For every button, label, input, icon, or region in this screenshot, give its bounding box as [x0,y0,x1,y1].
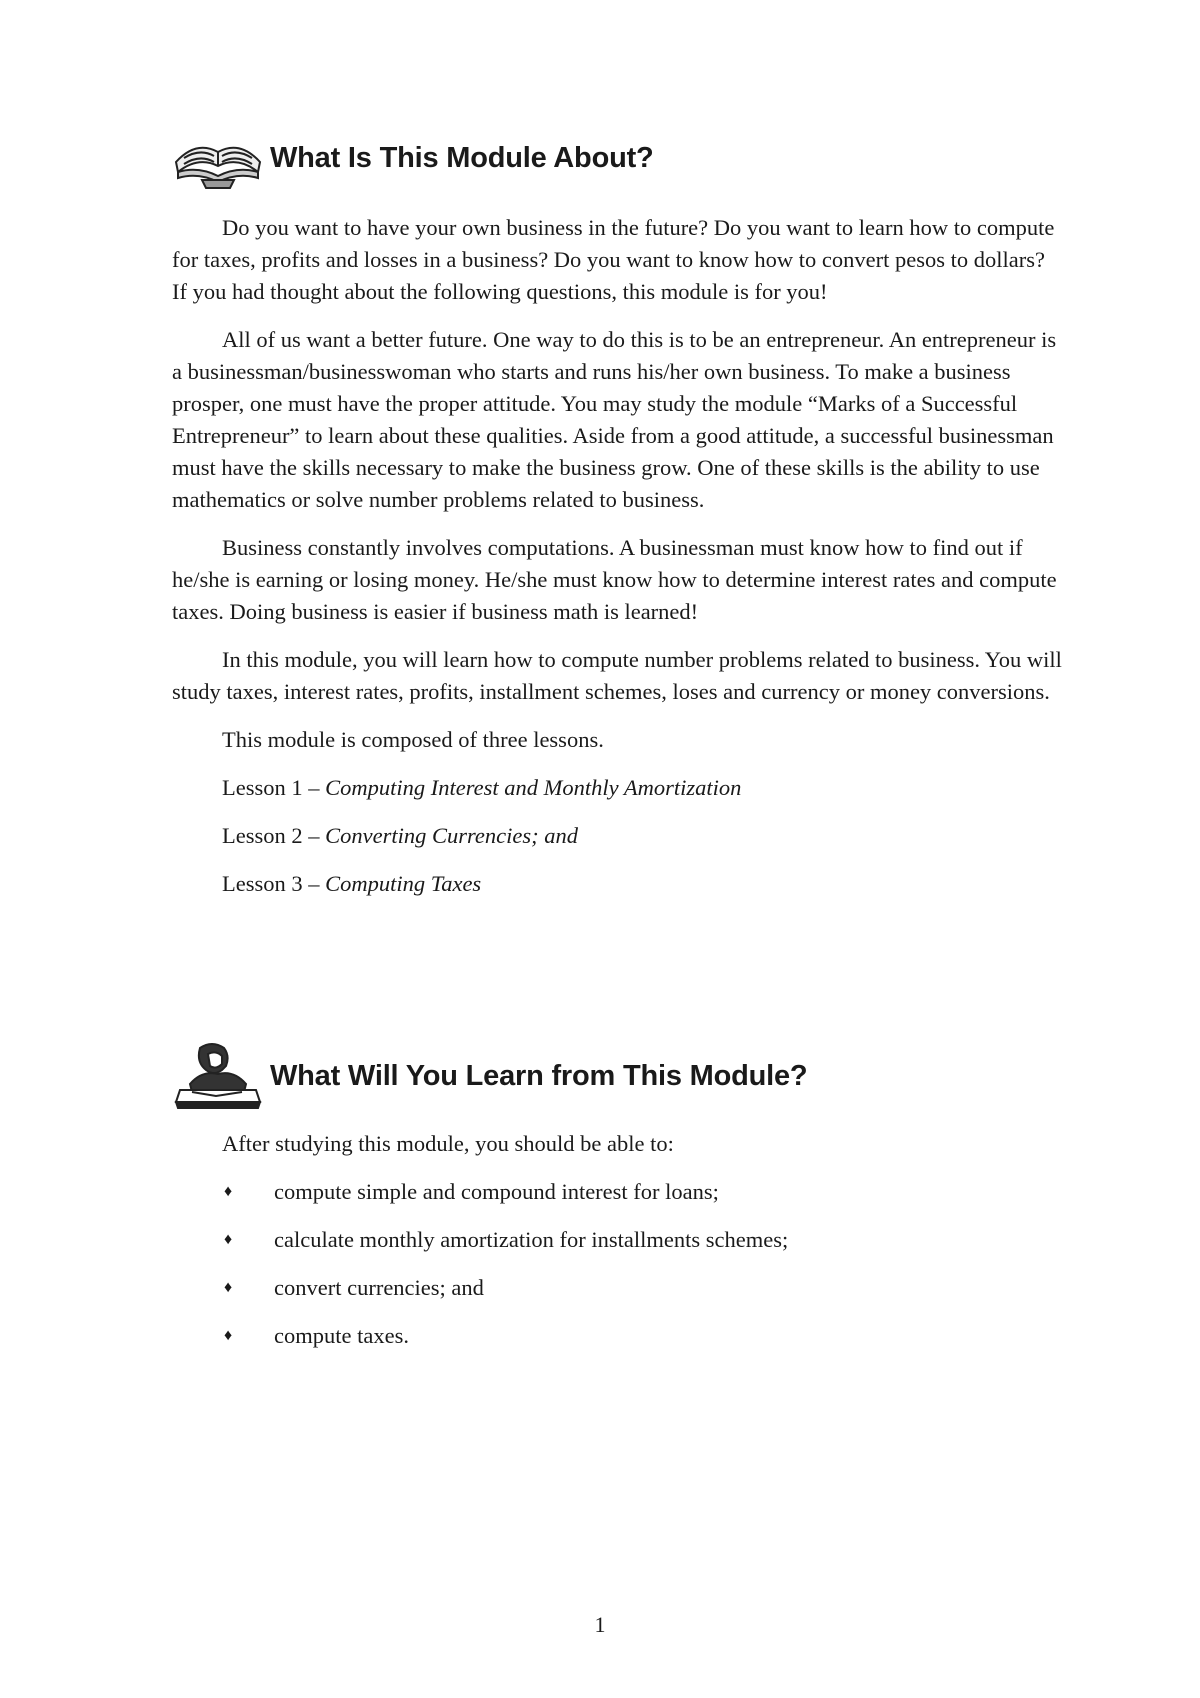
list-item [172,1224,1062,1256]
list-item [172,1176,1062,1208]
lesson-item [172,820,1062,852]
lesson-prefix: Lesson 3 – [222,871,326,896]
diamond-bullet-icon: ♦ [224,1279,233,1296]
objective-text: calculate monthly amortization for installments schemes; [274,1227,789,1252]
paragraph: This module is composed of three lessons. [222,727,604,752]
objective-text: compute simple and compound interest for loans; [274,1179,719,1204]
diamond-bullet-icon: ♦ [224,1327,233,1344]
list-item [172,1320,1062,1352]
page-title: What Is This Module About? [270,141,654,174]
page-number: 1 [594,1612,606,1637]
diamond-bullet-icon: ♦ [224,1231,233,1248]
list-item [172,1272,1062,1304]
reading-student-icon [172,1040,264,1112]
paragraph: In this module, you will learn how to compute number problems related to business. You will study taxes, interest rates, profits, installment schemes, loses and currency or money conversions. [172,647,1062,704]
open-book-icon [172,122,264,194]
lesson-prefix: Lesson 2 – [222,823,326,848]
lesson-item [172,772,1062,804]
lesson-title: Computing Interest and Monthly Amortization [325,775,742,800]
objectives-list [172,1176,1062,1352]
lesson-item [172,868,1062,900]
paragraph: All of us want a better future. One way to do this is to be an entrepreneur. An entrepreneur is a businessman/businesswoman who starts and runs his/her own business. To make a business prosper, one must have the proper attitude. You may study the module “Marks of a Successful Entrepreneur” to learn about these qualities. Aside from a good attitude, a successful businessman must have the skills necessary to make the business grow. One of these skills is the ability to use mathematics or solve number problems related to business. [172,327,1057,512]
section-title: What Will You Learn from This Module? [270,1059,808,1092]
intro-section [172,212,1062,916]
paragraph: After studying this module, you should be able to: [222,1131,674,1156]
section-heading-learn [172,1040,807,1112]
paragraph: Do you want to have your own business in the future? Do you want to learn how to compute for taxes, profits and losses in a business? Do you want to know how to convert pesos to dollars? If you had thought about the following questions, this module is for you! [172,215,1055,304]
objective-text: compute taxes. [274,1323,409,1348]
lesson-title: Converting Currencies; and [325,823,579,848]
diamond-bullet-icon: ♦ [224,1183,233,1200]
lesson-prefix: Lesson 1 – [222,775,326,800]
objective-text: convert currencies; and [274,1275,484,1300]
lesson-title: Computing Taxes [325,871,482,896]
learning-objectives-section [172,1128,1062,1368]
section-heading-about [172,122,654,194]
paragraph: Business constantly involves computations. A businessman must know how to find out if he/she is earning or losing money. He/she must know how to determine interest rates and compute taxes. Doing business is easier if business math is learned! [172,535,1057,624]
